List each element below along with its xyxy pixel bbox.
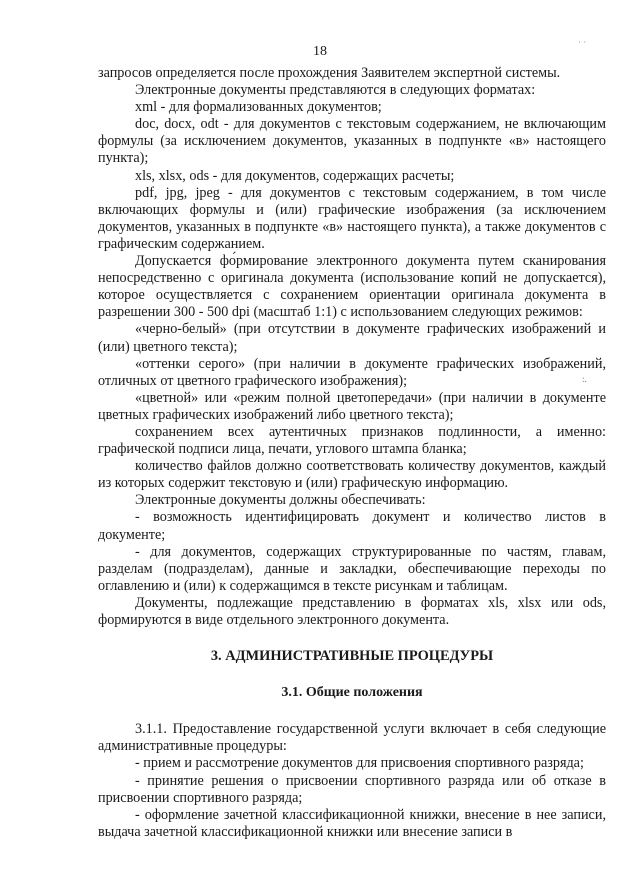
scan-speck-icon: ˙ ˙ xyxy=(578,40,587,50)
paragraph: - для документов, содержащих структурированные по частям, главам, разделам (подразделам), данные и закладки, обеспечивающие переходы по оглавлению и (или) к содержащимся в тексте рисункам и таблицам. xyxy=(98,543,606,594)
paragraph: xls, xlsx, ods - для документов, содержащих расчеты; xyxy=(135,167,455,184)
paragraph: сохранением всех аутентичных признаков подлинности, а именно: графической подписи лица, печати, углового штампа бланка; xyxy=(98,423,606,458)
paragraph: «черно-белый» (при отсутствии в документе графических изображений и (или) цветного текста); xyxy=(98,321,606,355)
paragraph: xml - для формализованных документов; xyxy=(135,99,382,116)
paragraph: количество файлов должно соответствовать количеству документов, каждый из которых содержит текстовую и (или) графическую информацию. xyxy=(98,458,606,492)
scan-speck-icon: :. xyxy=(582,374,587,384)
paragraph: запросов определяется после прохождения Заявителем экспертной системы. xyxy=(98,65,561,81)
paragraph: 3.1.1. Предоставление государственной услуги включает в себя следующие административные процедуры: xyxy=(98,721,606,755)
paragraph: «оттенки серого» (при наличии в документе графических изображений, отличных от цветного графического изображения); xyxy=(98,355,606,389)
paragraph: Электронные документы должны обеспечивать: xyxy=(135,492,426,509)
paragraph: Документы, подлежащие представлению в форматах xls, xlsx или ods, формируются в виде отдельного электронного документа. xyxy=(98,594,606,628)
paragraph: - прием и рассмотрение документов для присвоения спортивного разряда; xyxy=(135,755,584,772)
page-number: 18 xyxy=(313,44,327,59)
paragraph: - возможность идентифицировать документ и количество листов в документе; xyxy=(98,509,606,543)
subsection-heading: 3.1. Общие положения xyxy=(281,685,423,701)
paragraph: «цветной» или «режим полной цветопередачи» (при наличии в документе цветных графических изображений либо цветного текста); xyxy=(98,389,606,423)
paragraph: pdf, jpg, jpeg - для документов с текстовым содержанием, в том числе включающих формулы и (или) графические изображения (за исключением документов, указанных в подпункте «в» настоящего пункта), а также документов с графическим содержанием. xyxy=(98,184,606,252)
paragraph: doc, docx, odt - для документов с текстовым содержанием, не включающим формулы (за исключением документов, указанных в подпункте «в» настоящего пункта); xyxy=(98,116,606,167)
paragraph: Электронные документы представляются в следующих форматах: xyxy=(135,82,536,99)
paragraph: - принятие решения о присвоении спортивного разряда или об отказе в присвоении спортивного разряда; xyxy=(98,772,606,806)
section-heading: 3. АДМИНИСТРАТИВНЫЕ ПРОЦЕДУРЫ xyxy=(210,648,494,665)
paragraph: - оформление зачетной классификационной книжки, внесение в нее записи, выдача зачетной классификационной книжки или внесение записи в xyxy=(98,806,606,840)
document-body xyxy=(98,65,606,841)
paragraph: Допускается фо́рмирование электронного документа путем сканирования непосредственно с оригинала документа (использование копий не допускается), которое осуществляется с сохранением ориентации оригинала документа в разрешении 300 - 500 dpi (масштаб 1:1) с использованием следующих режимов: xyxy=(98,253,606,321)
